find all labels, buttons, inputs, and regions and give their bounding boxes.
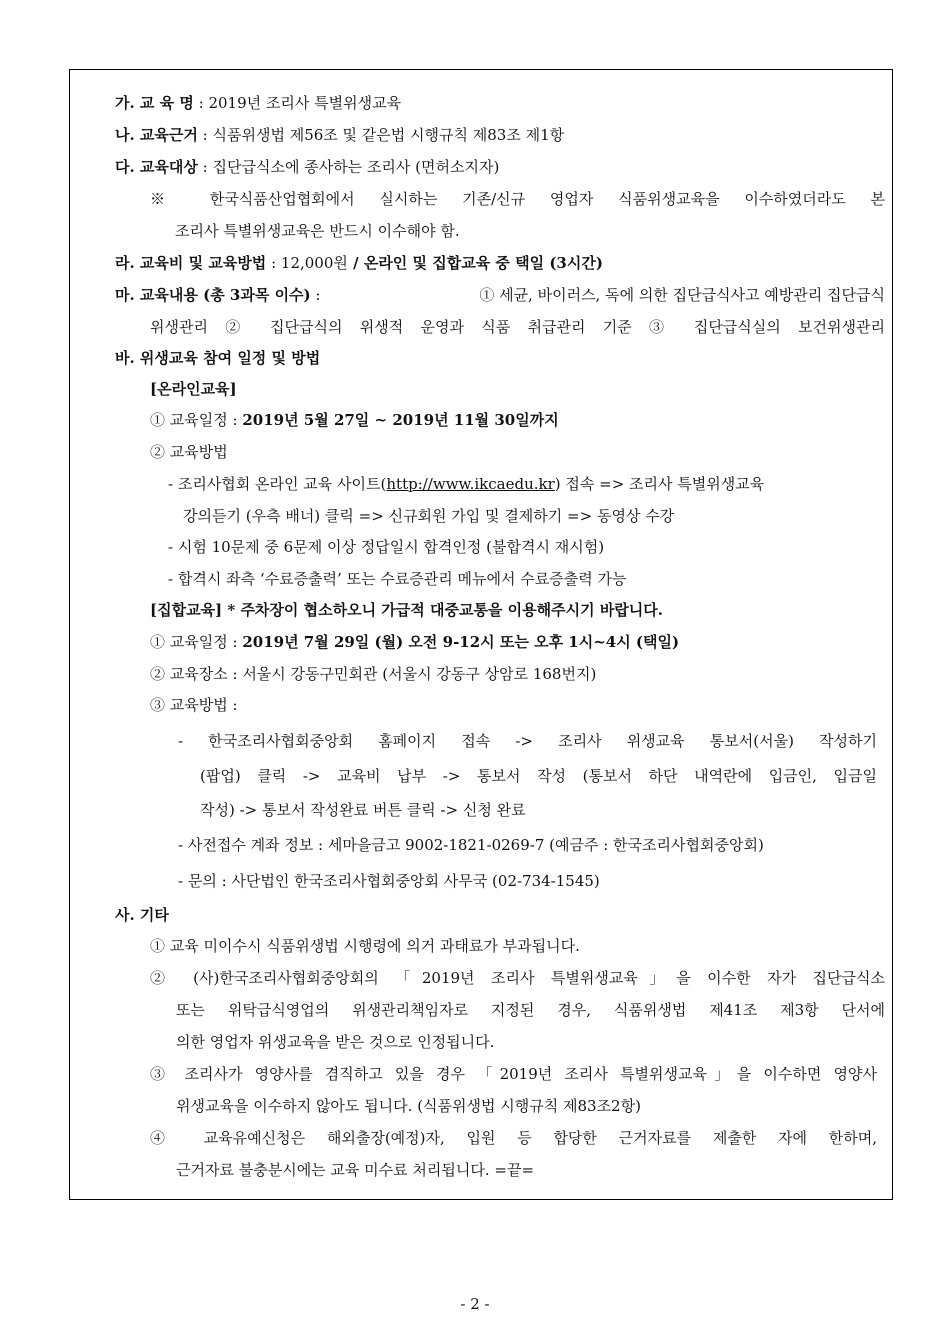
offline-method-label: ③ 교육방법 : <box>150 696 238 714</box>
offline-place: ② 교육장소 : 서울시 강동구민회관 (서울시 강동구 상암로 168번지) <box>150 665 597 683</box>
section-ma-line2: 위생관리 ② 집단급식의 위생적 운영과 식품 취급관리 기준 ③ 집단급식실의 보건위생관리 <box>150 318 885 336</box>
section-ma-label: 마. 교육내용 (총 3과목 이수) <box>115 286 311 304</box>
section-ma: 마. 교육내용 (총 3과목 이수) : ① 세균, 바이러스, 독에 의한 집단급식사고 예방관리 집단급식 <box>115 286 885 304</box>
section-da: 다. 교육대상 : 집단급식소에 종사하는 조리사 (면허소지자) <box>115 158 500 176</box>
online-bullet-1: - 조리사협회 온라인 교육 사이트(http://www.ikcaedu.kr) 접속 => 조리사 특별위생교육 <box>168 475 765 493</box>
section-ra-label: 라. 교육비 및 교육방법 <box>115 254 267 272</box>
section-na: 나. 교육근거 : 식품위생법 제56조 및 같은법 시행규칙 제83조 제1항 <box>115 126 565 144</box>
online-method-label: ② 교육방법 <box>150 443 228 461</box>
section-ga-label: 가. 교 육 명 <box>115 94 194 112</box>
etc-item-4-cont: 근거자료 불충분시에는 교육 미수료 처리됩니다. =끝= <box>176 1161 535 1179</box>
online-site-link[interactable]: http://www.ikcaedu.kr <box>386 475 555 493</box>
section-sa-label: 사. 기타 <box>115 906 169 924</box>
offline-schedule: ① 교육일정 : 2019년 7월 29일 (월) 오전 9-12시 또는 오후 1시~4시 (택일) <box>150 633 680 651</box>
section-da-label: 다. 교육대상 <box>115 158 198 176</box>
section-ba-label: 바. 위생교육 참여 일정 및 방법 <box>115 349 321 367</box>
etc-item-3-cont: 위생교육을 이수하지 않아도 됩니다. (식품위생법 시행규칙 제83조2항) <box>176 1097 641 1115</box>
offline-heading-note: * 주차장이 협소하오니 가급적 대중교통을 이용해주시기 바랍니다. <box>222 601 664 619</box>
etc-item-2: ② (사)한국조리사협회중앙회의 「2019년 조리사 특별위생교육」을 이수한 자가 집단급식소 <box>150 969 885 987</box>
offline-bullet-3: - 문의 : 사단법인 한국조리사협회중앙회 사무국 (02-734-1545) <box>178 872 600 890</box>
online-bullet-1-cont: 강의듣기 (우측 배너) 클릭 => 신규회원 가입 및 결제하기 => 동영상 수강 <box>183 507 675 525</box>
section-da-text: 집단급식소에 종사하는 조리사 (면허소지자) <box>212 158 500 176</box>
offline-schedule-value: 2019년 7월 29일 (월) 오전 9-12시 또는 오후 1시~4시 (택일) <box>242 633 680 651</box>
etc-item-4: ④ 교육유예신청은 해외출장(예정)자, 입원 등 합당한 근거자료를 제출한 자에 한하며, <box>150 1129 877 1147</box>
section-na-text: 식품위생법 제56조 및 같은법 시행규칙 제83조 제1항 <box>212 126 565 144</box>
etc-item-1: ① 교육 미이수시 식품위생법 시행령에 의거 과태료가 부과됩니다. <box>150 937 580 955</box>
section-ra-method: 온라인 및 집합교육 중 택일 (3시간) <box>363 254 603 272</box>
offline-bullet-1-cont: (팝업) 클릭 -> 교육비 납부 -> 통보서 작성 (통보서 하단 내역란에 입금인, 입금일 <box>200 767 877 785</box>
section-ra: 라. 교육비 및 교육방법 : 12,000원 / 온라인 및 집합교육 중 택일 (3시간) <box>115 254 603 272</box>
offline-bullet-1-cont2: 작성) -> 통보서 작성완료 버튼 클릭 -> 신청 완료 <box>200 801 526 819</box>
section-da-note-cont: 조리사 특별위생교육은 반드시 이수해야 함. <box>175 222 460 240</box>
online-bullet-2: - 시험 10문제 중 6문제 이상 정답일시 합격인정 (불합격시 재시험) <box>168 538 605 556</box>
section-ma-line1: ① 세균, 바이러스, 독에 의한 집단급식사고 예방관리 집단급식 <box>479 286 885 304</box>
online-bullet-3: - 합격시 좌측 ‘수료증출력’ 또는 수료증관리 메뉴에서 수료증출력 가능 <box>168 570 627 588</box>
online-heading: [온라인교육] <box>150 380 237 398</box>
offline-bullet-2: - 사전접수 계좌 정보 : 세마을금고 9002-1821-0269-7 (예금주 : 한국조리사협회중앙회) <box>178 836 764 854</box>
online-schedule-value: 2019년 5월 27일 ~ 2019년 11월 30일까지 <box>242 411 559 429</box>
section-da-note: ※ 한국식품산업협회에서 실시하는 기존/신규 영업자 식품위생교육을 이수하였더라도 본 <box>150 190 885 208</box>
etc-item-3: ③ 조리사가 영양사를 겸직하고 있을 경우 「2019년 조리사 특별위생교육」을 이수하면 영양사 <box>150 1065 877 1083</box>
offline-bullet-1: - 한국조리사협회중앙회 홈페이지 접속 -> 조리사 위생교육 통보서(서울) 작성하기 <box>178 732 877 750</box>
etc-item-2-cont: 또는 위탁급식영업의 위생관리책임자로 지정된 경우, 식품위생법 제41조 제3항 단서에 <box>176 1001 885 1019</box>
section-ga: 가. 교 육 명 : 2019년 조리사 특별위생교육 <box>115 94 402 112</box>
page-number: - 2 - <box>460 1295 490 1313</box>
offline-heading: [집합교육] * 주차장이 협소하오니 가급적 대중교통을 이용해주시기 바랍니다. <box>150 601 664 619</box>
etc-item-2-cont2: 의한 영업자 위생교육을 받은 것으로 인정됩니다. <box>176 1033 495 1051</box>
section-na-label: 나. 교육근거 <box>115 126 198 144</box>
section-ga-text: 2019년 조리사 특별위생교육 <box>208 94 402 112</box>
online-schedule: ① 교육일정 : 2019년 5월 27일 ~ 2019년 11월 30일까지 <box>150 411 559 429</box>
section-ra-fee: 12,000원 <box>280 254 348 272</box>
